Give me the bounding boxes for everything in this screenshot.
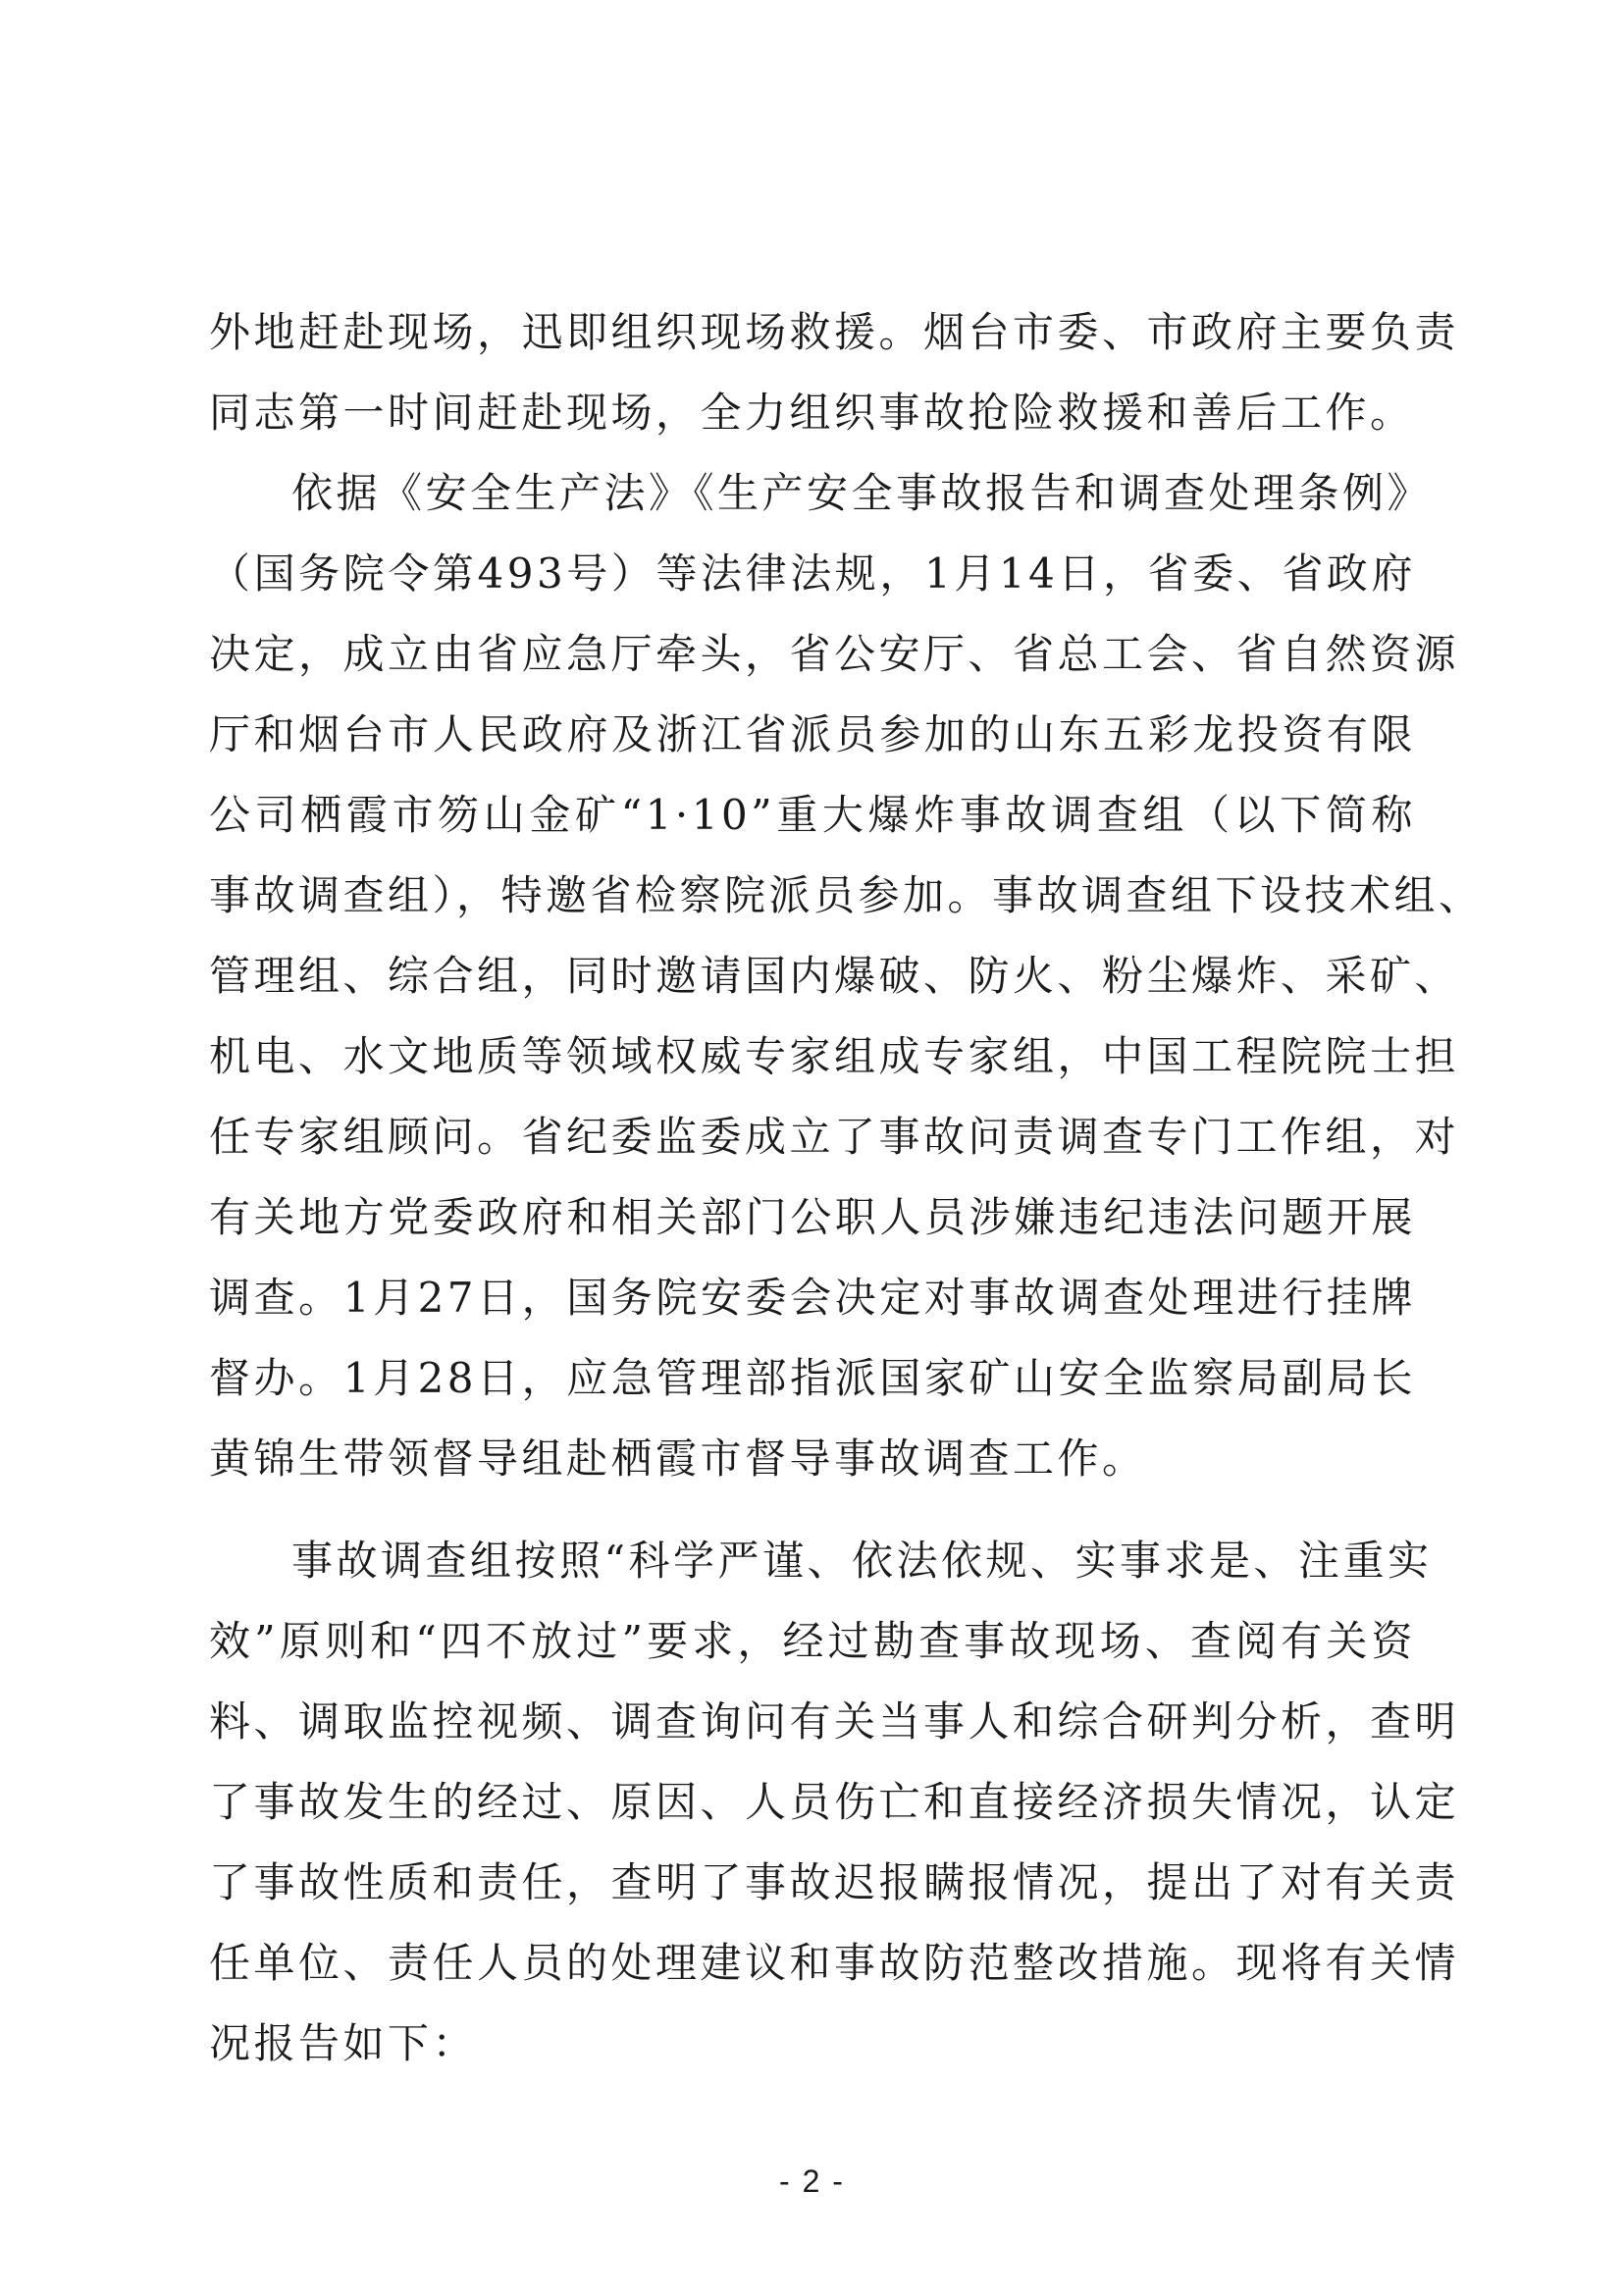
text-line: 督办。1月28日，应急管理部指派国家矿山安全监察局副局长 bbox=[209, 1354, 1416, 1402]
text-line: 厅和烟台市人民政府及浙江省派员参加的山东五彩龙投资有限 bbox=[209, 710, 1416, 758]
text-line: 调查。1月27日，国务院安委会决定对事故调查处理进行挂牌 bbox=[209, 1274, 1416, 1322]
text-line: 外地赶赴现场，迅即组织现场救援。烟台市委、市政府主要负责 bbox=[209, 308, 1460, 356]
text-line: 决定，成立由省应急厅牵头，省公安厅、省总工会、省自然资源 bbox=[209, 630, 1460, 678]
text-line: （国务院令第493号）等法律法规，1月14日，省委、省政府 bbox=[209, 549, 1416, 598]
paragraph-3 bbox=[209, 1521, 1460, 2084]
paragraph-gap bbox=[209, 1499, 1416, 1521]
text-line: 同志第一时间赶赴现场，全力组织事故抢险救援和善后工作。 bbox=[209, 389, 1415, 437]
text-line: 依据《安全生产法》《生产安全事故报告和调查处理条例》 bbox=[291, 469, 1433, 517]
text-line: 公司栖霞市笏山金矿“1·10”重大爆炸事故调查组（以下简称 bbox=[209, 791, 1416, 839]
text-line: 了事故发生的经过、原因、人员伤亡和直接经济损失情况，认定 bbox=[209, 1778, 1460, 1826]
text-line: 了事故性质和责任，查明了事故迟报瞒报情况，提出了对有关责 bbox=[209, 1858, 1460, 1906]
paragraph-2 bbox=[209, 453, 1484, 1499]
paragraph-1 bbox=[209, 292, 1460, 453]
text-line: 况报告如下： bbox=[209, 2019, 478, 2067]
text-line: 任专家组顾问。省纪委监委成立了事故问责调查专门工作组，对 bbox=[209, 1113, 1460, 1161]
text-line: 效”原则和“四不放过”要求，经过勘查事故现场、查阅有关资 bbox=[209, 1617, 1416, 1665]
page-number: - 2 - bbox=[779, 2164, 845, 2199]
text-line: 料、调取监控视频、调查询问有关当事人和综合研判分析，查明 bbox=[209, 1697, 1460, 1746]
text-line: 任单位、责任人员的处理建议和事故防范整改措施。现将有关情 bbox=[209, 1939, 1460, 1987]
text-line: 事故调查组），特邀省检察院派员参加。事故调查组下设技术组、 bbox=[209, 871, 1484, 919]
text-line: 机电、水文地质等领域权威专家组成专家组，中国工程院院士担 bbox=[209, 1032, 1460, 1080]
text-line: 管理组、综合组，同时邀请国内爆破、防火、粉尘爆炸、采矿、 bbox=[209, 952, 1460, 1000]
document-body bbox=[209, 292, 1484, 2084]
text-line: 有关地方党委政府和相关部门公职人员涉嫌违纪违法问题开展 bbox=[209, 1193, 1416, 1241]
text-line: 事故调查组按照“科学严谨、依法依规、实事求是、注重实 bbox=[291, 1537, 1433, 1585]
text-line: 黄锦生带领督导组赴栖霞市督导事故调查工作。 bbox=[209, 1434, 1147, 1483]
